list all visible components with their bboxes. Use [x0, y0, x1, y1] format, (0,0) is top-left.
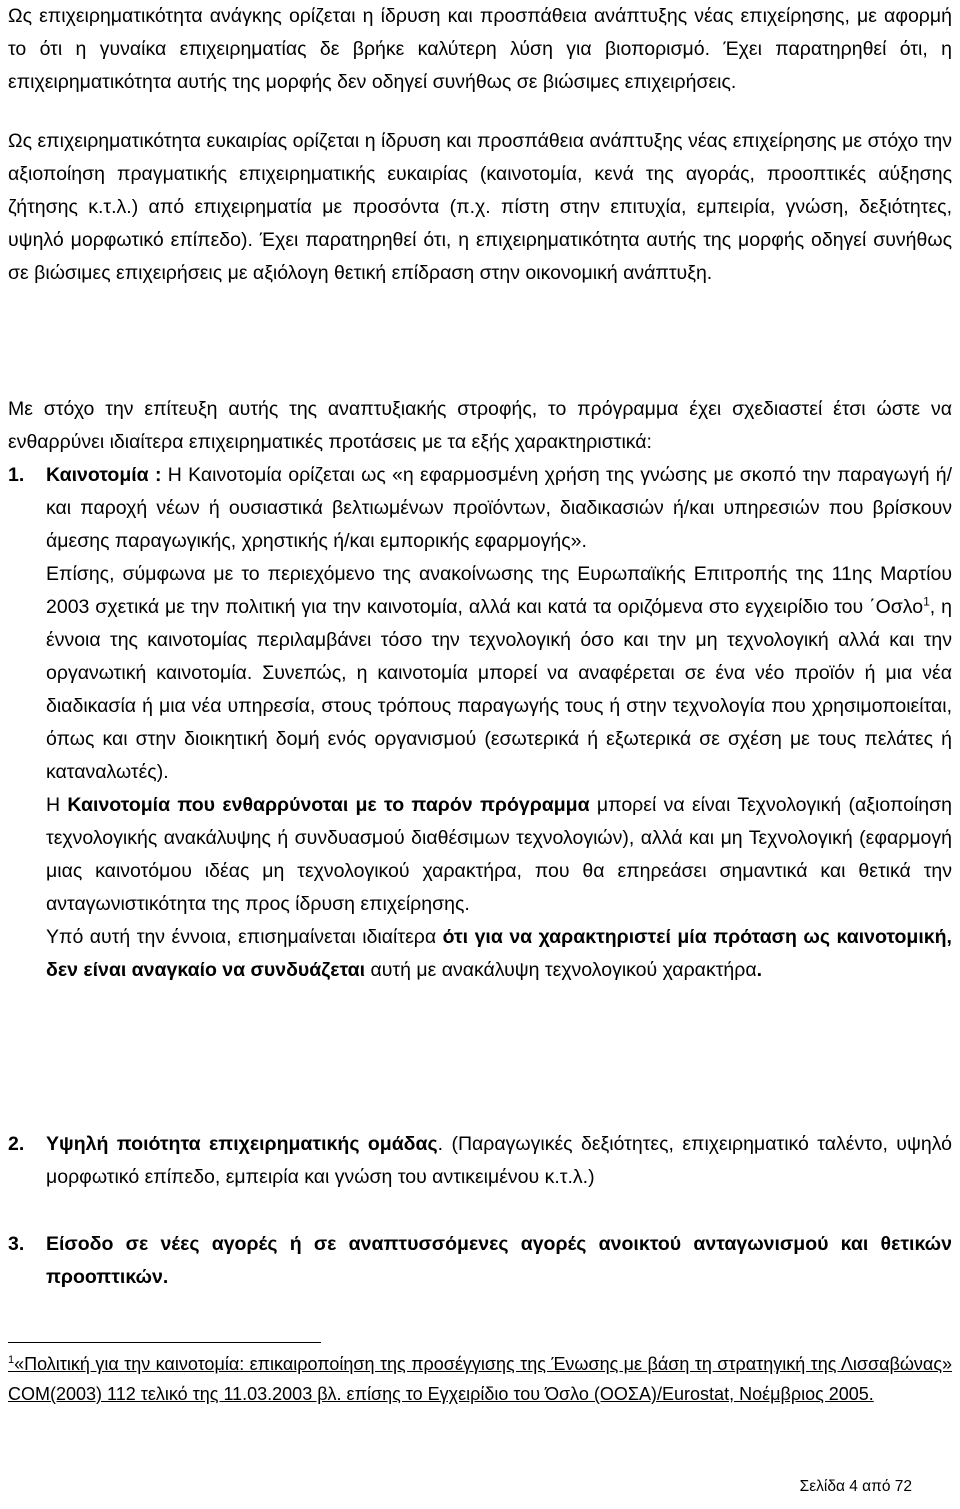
- text-run: Η: [46, 794, 68, 816]
- bold-text: .: [756, 959, 763, 981]
- list-item-team-quality: [8, 1128, 952, 1194]
- text-run: , η έννοια της καινοτομίας περιλαμβάνει τόσο την τεχνολογική όσο και την μη τεχνολογική αλλά και την οργανωτική καινοτομία. Συνεπώς, η καινοτομία μπορεί να αναφέρεται σε ένα νέο προϊόν ή μια νέα διαδικασία ή μια νέα υπηρεσία, στους τρόπους παραγωγής τους ή στην τεχνολογία που χρησιμοποιείται, όπως και στην διοικητική δομή ενός οργανισμού (εσωτερικά ή εξωτερικά σε σχέση με τους πελάτες ή καταναλωτές).: [46, 596, 952, 783]
- text-run: αυτή με ανακάλυψη τεχνολογικού χαρακτήρα: [365, 959, 757, 981]
- list-number: 2.: [8, 1133, 25, 1155]
- page-number: Σελίδα 4 από 72: [799, 1478, 912, 1495]
- bold-text: ότι για να χαρακτηριστεί μία πρόταση ως καινοτομική, δεν είναι αναγκαίο να συνδυάζεται: [46, 926, 952, 981]
- list-number: 1.: [8, 464, 25, 486]
- footnote-marker: 1: [8, 1354, 15, 1366]
- item-heading: Είσοδο σε νέες αγορές ή σε αναπτυσσόμενες αγορές ανοικτού ανταγωνισμού και θετικών προοπτικών.: [46, 1233, 952, 1288]
- footnote-reference[interactable]: 1: [923, 594, 930, 609]
- item-text: Η Καινοτομία ορίζεται ως «η εφαρμοσμένη χρήση της γνώσης με σκοπό την παραγωγή ή/και παροχή νέων ή ουσιαστικά βελτιωμένων προϊόντων, διαδικασιών ή/και υπηρεσιών που βρίσκουν άμεσης παραγωγικής, χρηστικής ή/και εμπορικής εφαρμογής».: [46, 464, 952, 552]
- list-number: 3.: [8, 1233, 25, 1255]
- paragraph-program-goal: Με στόχο την επίτευξη αυτής της αναπτυξιακής στροφής, το πρόγραμμα έχει σχεδιαστεί έτσι ώστε να ενθαρρύνει ιδιαίτερα επιχειρηματικές προτάσεις με τα εξής χαρακτηριστικά:: [8, 398, 952, 453]
- item-heading: Υψηλή ποιότητα επιχειρηματικής ομάδας: [46, 1133, 438, 1155]
- text-run: Υπό αυτή την έννοια, επισημαίνεται ιδιαίτερα: [46, 926, 443, 948]
- paragraph-necessity-entrepreneurship: Ως επιχειρηματικότητα ανάγκης ορίζεται η ίδρυση και προσπάθεια ανάπτυξης νέας επιχείρησης, με αφορμή το ότι η γυναίκα επιχειρηματίας δε βρήκε καλύτερη λύση για βιοπορισμό. Έχει παρατηρηθεί ότι, η επιχειρηματικότητα αυτής της μορφής δεν οδηγεί συνήθως σε βιώσιμες επιχειρήσεις.: [8, 5, 952, 93]
- team-quality-text: [46, 1128, 952, 1194]
- footnote-divider: [8, 1342, 321, 1343]
- innovation-note-paragraph: [46, 921, 952, 987]
- footnote[interactable]: [8, 1349, 952, 1409]
- list-item-innovation: [8, 459, 952, 987]
- text-run: μπορεί να είναι Τεχνολογική (αξιοποίηση τεχνολογικής ανακάλυψης ή συνδυασμού διαθέσιμων τεχνολογιών), αλλά και μη Τεχνολογική (εφαρμογή μιας καινοτόμου ιδέας μη τεχνολογικού χαρακτήρα, που θα επηρεάσει σημαντικά και θετικά την ανταγωνιστικότητα της προς ίδρυση επιχείρησης.: [46, 794, 952, 915]
- innovation-scope-paragraph: [46, 558, 952, 789]
- innovation-program-paragraph: [46, 789, 952, 921]
- list-item-new-markets: [8, 1228, 952, 1294]
- footnote-text: «Πολιτική για την καινοτομία: επικαιροποίηση της προσέγγισης της Ένωσης με βάση τη στρατηγική της Λισσαβώνας» COM(2003) 112 τελικό της 11.03.2003 βλ. επίσης το Εγχειρίδιο του Όσλο (ΟΟΣΑ)/Eurostat, Νοέμβριος 2005.: [8, 1354, 952, 1404]
- item-text: . (Παραγωγικές δεξιότητες, επιχειρηματικό ταλέντο, υψηλό μορφωτικό επίπεδο, εμπειρία και γνώση του αντικειμένου κ.τ.λ.): [46, 1133, 952, 1188]
- innovation-definition: [46, 459, 952, 558]
- bold-text: Καινοτομία που ενθαρρύνοται με το παρόν πρόγραμμα: [67, 794, 590, 816]
- item-heading: Καινοτομία :: [46, 464, 162, 486]
- new-markets-text: [46, 1228, 952, 1294]
- text-run: Επίσης, σύμφωνα με το περιεχόμενο της ανακοίνωσης της Ευρωπαϊκής Επιτροπής της 11ης Μαρτίου 2003 σχετικά με την πολιτική για την καινοτομία, αλλά και κατά τα οριζόμενα στο εγχειρίδιο του ΄Οσλο: [46, 563, 952, 618]
- paragraph-opportunity-entrepreneurship: Ως επιχειρηματικότητα ευκαιρίας ορίζεται η ίδρυση και προσπάθεια ανάπτυξης νέας επιχείρησης με στόχο την αξιοποίηση πραγματικής επιχειρηματικής ευκαιρίας (καινοτομία, κενά της αγοράς, προοπτικές αύξησης ζήτησης κ.τ.λ.) από επιχειρηματία με προσόντα (π.χ. πίστη στην επιτυχία, εμπειρία, γνώση, δεξιότητες, υψηλό μορφωτικό επίπεδο). Έχει παρατηρηθεί ότι, η επιχειρηματικότητα αυτής της μορφής οδηγεί συνήθως σε βιώσιμες επιχειρήσεις με αξιόλογη θετική επίδραση στην οικονομική ανάπτυξη.: [8, 130, 952, 284]
